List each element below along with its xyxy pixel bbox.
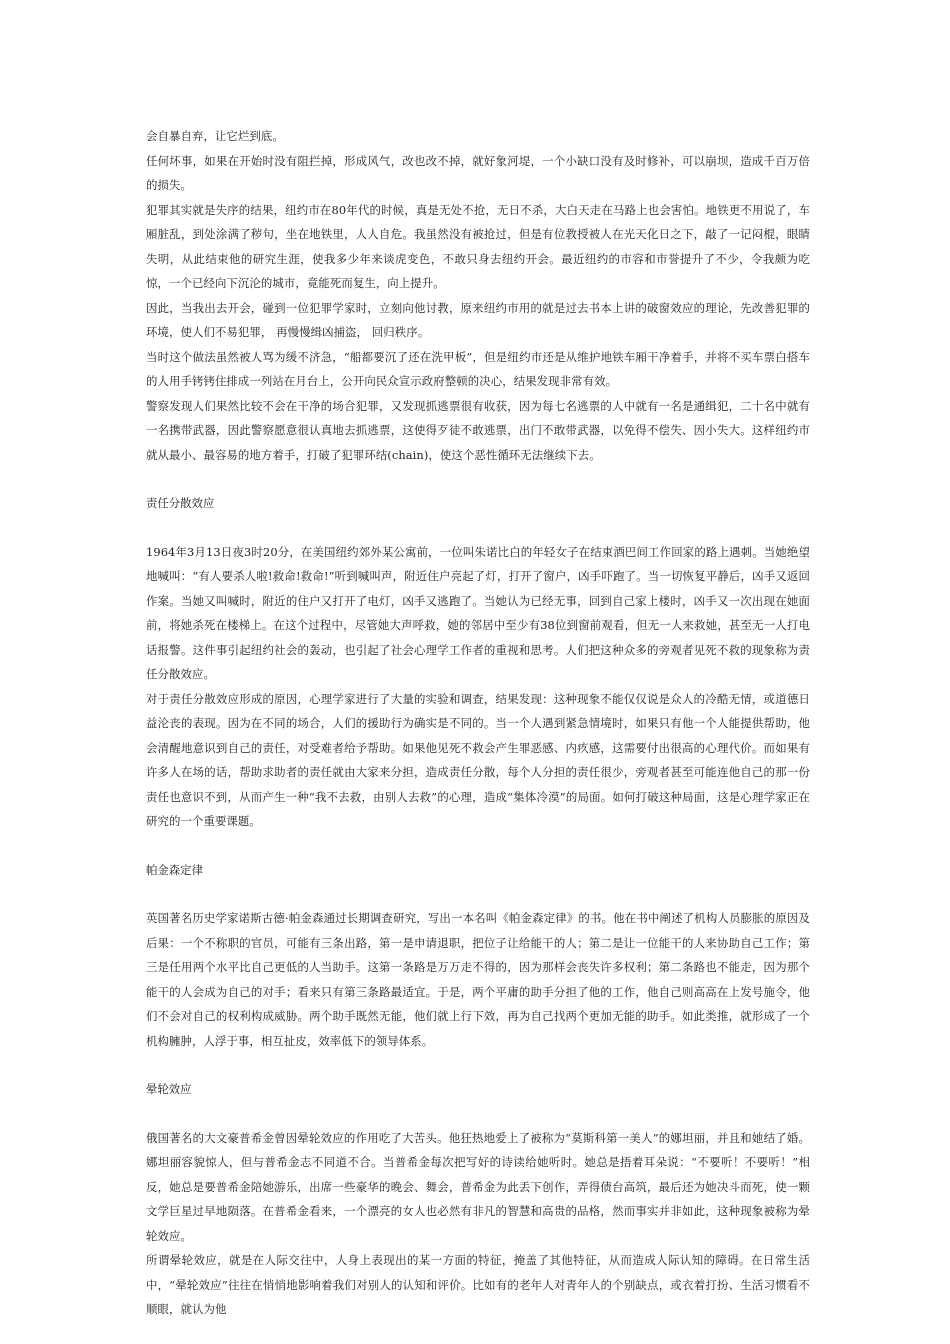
section-heading-parkinson: 帕金森定律: [146, 862, 203, 877]
section-heading-bystander: 责任分散效应: [146, 496, 215, 510]
paragraph: 因此，当我出去开会，碰到一位犯罪学家时，立刻向他讨教，原来纽约市用的就是过去书本上讲的破窗效应的理论，先改善犯罪的环境，使人们不易犯罪， 再慢慢缉凶捕盗， 回归秩序。: [146, 300, 810, 339]
paragraph: 当时这个做法虽然被人骂为缓不济急，“船都要沉了还在洗甲板”，但是纽约市还是从维护地铁车厢干净着手，并将不买车票白搭车的人用手铐铐住排成一列站在月台上，公开向民众宣示政府整顿的决心，结果发现非常有效。: [146, 349, 810, 388]
paragraph: 警察发现人们果然比较不会在干净的场合犯罪，又发现抓逃票很有收获，因为每七名逃票的人中就有一名是通缉犯，二十名中就有一名携带武器，因此警察愿意很认真地去抓逃票，这使得歹徒不敢逃票，出门不敢带武器，以免得不偿失、因小失大。这样纽约市就从最小、最容易的地方着手，打破了犯罪环结(chain)，使这个恶性循环无法继续下去。: [146, 398, 810, 462]
paragraph: 1964年3月13日夜3时20分，在美国纽约郊外某公寓前，一位叫朱诺比白的年轻女子在结束酒巴间工作回家的路上遇刺。当她绝望地喊叫：“有人要杀人啦!救命!救命!”听到喊叫声，附近住户亮起了灯，打开了窗户，凶手吓跑了。当一切恢复平静后，凶手又返回作案。当她又叫喊时，附近的住户又打开了电灯，凶手又逃跑了。当她认为已经无事，回到自己家上楼时，凶手又一次出现在她面前，将她杀死在楼梯上。在这个过程中，尽管她大声呼救，她的邻居中至少有38位到窗前观看，但无一人来救她，甚至无一人打电话报警。这件事引起纽约社会的轰动，也引起了社会心理学工作者的重视和思考。人们把这种众多的旁观者见死不救的现象称为责任分散效应。: [146, 544, 810, 681]
paragraph: 俄国著名的大文豪普希金曾因晕轮效应的作用吃了大苦头。他狂热地爱上了被称为“莫斯科第一美人”的娜坦丽，并且和她结了婚。娜坦丽容貌惊人，但与普希金志不同道不合。当普希金每次把写好的诗读给她听时。她总是捂着耳朵说：“不要听！不要听！”相反，她总是要普希金陪她游乐，出席一些豪华的晚会、舞会，普希金为此丢下创作，弄得债台高筑，最后还为她决斗而死，使一颗文学巨星过早地陨落。在普希金看来，一个漂亮的女人也必然有非凡的智慧和高贵的品格，然而事实并非如此，这种现象被称为晕轮效应。: [146, 1130, 810, 1243]
paragraph: 所谓晕轮效应，就是在人际交往中，人身上表现出的某一方面的特征，掩盖了其他特征，从而造成人际认知的障碍。在日常生活中，“晕轮效应”往往在悄悄地影响着我们对别人的认知和评价。比如有的老年人对青年人的个别缺点，或衣着打扮、生活习惯看不顺眼，就认为他: [146, 1253, 810, 1316]
paragraph: 任何坏事，如果在开始时没有阻拦掉，形成风气，改也改不掉，就好象河堤，一个小缺口没有及时修补，可以崩坝，造成千百万倍的损失。: [146, 153, 810, 192]
paragraph: 会自暴自弃，让它烂到底。: [146, 129, 284, 143]
document-page: [146, 124, 810, 1322]
paragraph: 犯罪其实就是失序的结果，纽约市在80年代的时候，真是无处不抢，无日不杀，大白天走在马路上也会害怕。地铁更不用说了，车厢脏乱，到处涂满了秽句，坐在地铁里，人人自危。我虽然没有被抢过，但是有位教授被人在光天化日之下，敲了一记闷棍，眼睛失明，从此结束他的研究生涯，使我多少年来谈虎变色，不敢只身去纽约开会。最近纽约的市容和市誉提升了不少，令我颇为吃惊，一个已经向下沉沦的城市，竟能死而复生，向上提升。: [146, 202, 810, 290]
paragraph: 英国著名历史学家诺斯古德·帕金森通过长期调查研究，写出一本名叫《帕金森定律》的书。他在书中阐述了机构人员膨胀的原因及后果：一个不称职的官员，可能有三条出路，第一是申请退职，把位子让给能干的人；第二是让一位能干的人来协助自己工作；第三是任用两个水平比自己更低的人当助手。这第一条路是万万走不得的，因为那样会丧失许多权利；第二条路也不能走，因为那个能干的人会成为自己的对手；看来只有第三条路最适宜。于是，两个平庸的助手分担了他的工作，他自己则高高在上发号施令，他们不会对自己的权利构成威胁。两个助手既然无能，他们就上行下效，再为自己找两个更加无能的助手。如此类推，就形成了一个机构臃肿，人浮于事，相互扯皮，效率低下的领导体系。: [146, 911, 810, 1048]
paragraph: 对于责任分散效应形成的原因，心理学家进行了大量的实验和调查，结果发现：这种现象不能仅仅说是众人的冷酷无情，或道德日益沦丧的表现。因为在不同的场合，人们的援助行为确实是不同的。当一个人遇到紧急情境时，如果只有他一个人能提供帮助，他会清醒地意识到自己的责任，对受难者给予帮助。如果他见死不救会产生罪恶感、内疚感，这需要付出很高的心理代价。而如果有许多人在场的话，帮助求助者的责任就由大家来分担，造成责任分散，每个人分担的责任很少，旁观者甚至可能连他自己的那一份责任也意识不到，从而产生一种“我不去救，由别人去救”的心理，造成“集体冷漠”的局面。如何打破这种局面，这是心理学家正在研究的一个重要课题。: [146, 691, 810, 828]
section-heading-halo: 晕轮效应: [146, 1082, 192, 1096]
